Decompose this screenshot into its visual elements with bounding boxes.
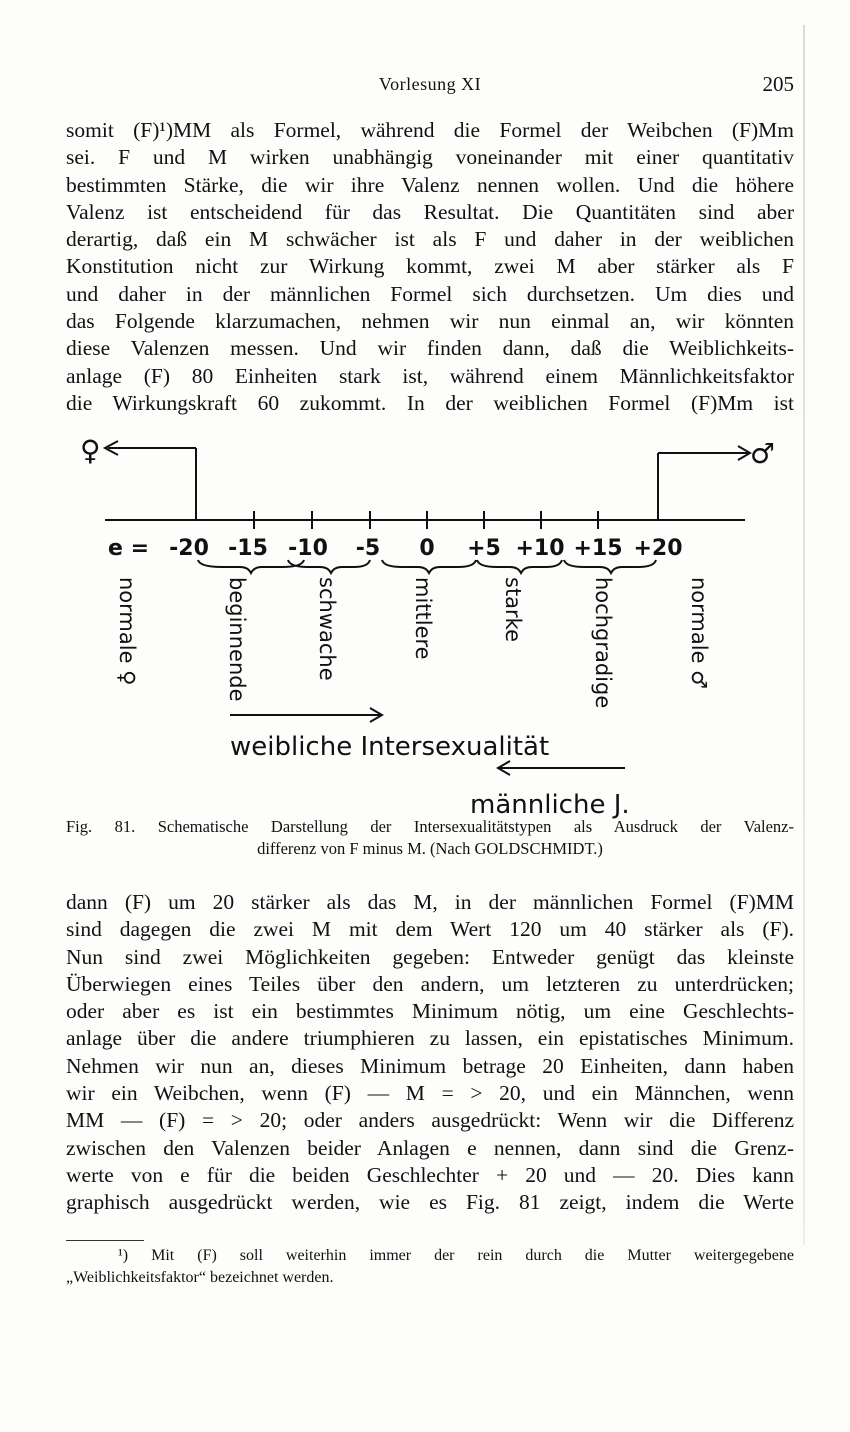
tick-label: -15 [228, 536, 268, 561]
category-normale-female: normale ♀ [115, 577, 139, 686]
text-line: dann (F) um 20 stärker als das M, in der männlichen Formel (F)MM [66, 890, 794, 914]
running-header [66, 70, 794, 100]
caption-line: Fig. 81. Schematische Darstellung der Intersexualitätstypen als Ausdruck der Valenz- [66, 817, 794, 836]
text-line: MM — (F) = > 20; oder anders ausgedrückt: Wenn wir die Differenz [66, 1108, 794, 1133]
category-hochgradige: hochgradige [591, 577, 615, 709]
tick-label: -5 [355, 536, 381, 561]
tick-label: -10 [288, 536, 328, 561]
footnote-line: ¹) Mit (F) soll weiterhin immer der rein durch die Mutter weitergegebene [118, 1247, 794, 1264]
text-line: Nun sind zwei Möglichkeiten gegeben: Entweder genügt das kleinste [66, 944, 794, 969]
text-line: somit (F)¹)MM als Formel, während die Formel der Weibchen (F)Mm [66, 118, 794, 142]
brace-mittlere [382, 560, 476, 573]
text-line: oder aber es ist ein bestimmtes Minimum nötig, um eine Geschlechts- [66, 999, 794, 1024]
footnote [66, 1245, 794, 1289]
text-line: diese Valenzen messen. Und wir finden dann, daß die Weiblichkeits- [66, 336, 794, 361]
category-normale-male: normale ♂ [687, 577, 711, 690]
text-line: Valenz ist entscheidend für das Resultat. Die Quantitäten sind aber [66, 199, 794, 224]
text-line: anlage über die andere triumphieren zu lassen, ein epistatisches Minimum. [66, 1026, 794, 1051]
text-line: Überwiegen eines Teiles über den andern, um letzteren zu unterdrücken; [66, 971, 794, 996]
tick-label: 0 [419, 536, 435, 561]
page-edge-shadow [803, 25, 805, 1245]
page-number: 205 [762, 72, 794, 96]
brace-hochgradige [564, 560, 656, 573]
category-mittlere: mittlere [411, 577, 435, 660]
tick-label: +5 [467, 536, 501, 561]
female-symbol-icon: ♀ [80, 434, 101, 467]
tick-label: +10 [515, 536, 565, 561]
footnote-rule [66, 1240, 144, 1241]
text-line: werte von e für die beiden Geschlechter + 20 und — 20. Dies kann [66, 1162, 794, 1187]
text-line: die Wirkungskraft 60 zukommt. In der weiblichen Formel (F)Mm ist [66, 390, 794, 415]
paragraph-top [66, 117, 794, 417]
text-line: graphisch ausgedrückt werden, wie es Fig. 81 zeigt, indem die Werte [66, 1190, 794, 1215]
figure-81 [50, 425, 800, 825]
male-intersex-label: männliche J. [470, 790, 630, 820]
category-starke: starke [501, 577, 525, 643]
text-line: und daher in der männlichen Formel sich durchsetzen. Um dies und [66, 281, 794, 306]
category-beginnende: beginnende [225, 577, 249, 702]
figure-caption [66, 816, 794, 860]
text-line: wir ein Weibchen, wenn (F) — M = > 20, und ein Männchen, wenn [66, 1081, 794, 1106]
tick-label: +20 [633, 536, 683, 561]
text-line: das Folgende klarzumachen, nehmen wir nun einmal an, wir könnten [66, 309, 794, 334]
chapter-title: Vorlesung XI [378, 74, 482, 94]
text-line: Konstitution nicht zur Wirkung kommt, zwei M aber stärker als F [66, 254, 794, 279]
brace-schwache [288, 560, 370, 573]
male-symbol-icon: ♂ [750, 437, 776, 470]
axis-label: e = [108, 536, 150, 561]
tick-label: +15 [573, 536, 623, 561]
category-schwache: schwache [315, 577, 339, 681]
text-line: anlage (F) 80 Einheiten stark ist, während einem Männlichkeitsfaktor [66, 363, 794, 388]
text-line: derartig, daß ein M schwächer ist als F und daher in der weiblichen [66, 227, 794, 252]
footnote-line: „Weiblichkeitsfaktor“ bezeichnet werden. [66, 1269, 334, 1286]
brace-starke [477, 560, 562, 573]
paragraph-bottom [66, 889, 794, 1217]
text-line: sei. F und M wirken unabhängig voneinander mit einer quantitativ [66, 145, 794, 170]
text-line: zwischen den Valenzen beider Anlagen e nennen, dann sind die Grenz- [66, 1135, 794, 1160]
caption-line: differenz von F minus M. (Nach GOLDSCHMIDT.) [257, 839, 603, 858]
female-intersex-label: weibliche Intersexualität [230, 732, 550, 762]
text-line: sind dagegen die zwei M mit dem Wert 120 um 40 stärker als (F). [66, 917, 794, 942]
tick-label: -20 [169, 536, 209, 561]
text-line: bestimmten Stärke, die wir ihre Valenz nennen wollen. Und die höhere [66, 172, 794, 197]
text-line: Nehmen wir nun an, dieses Minimum betrage 20 Einheiten, dann haben [66, 1053, 794, 1078]
